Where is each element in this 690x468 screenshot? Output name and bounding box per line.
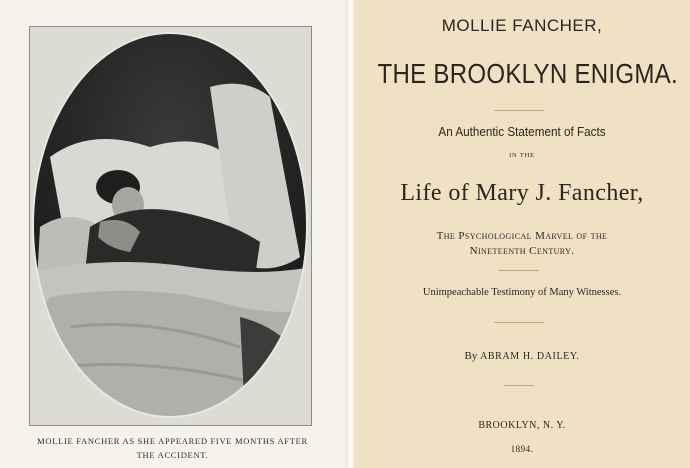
divider-rule-3 (494, 322, 544, 323)
photograph-image (30, 27, 311, 425)
title-page (354, 0, 690, 468)
photograph-plate (29, 26, 312, 426)
book-gutter (345, 0, 354, 468)
divider-rule-1 (494, 110, 544, 111)
photo-caption-line-2: THE ACCIDENT. (136, 450, 209, 460)
year-line: 1894. (510, 444, 534, 454)
photo-caption-line-1: MOLLIE FANCHER AS SHE APPEARED FIVE MONTHS AFTER (37, 436, 308, 446)
subtitle-line-2: IN THE (509, 152, 535, 159)
author-name: ABRAM H. DAILEY. (480, 351, 580, 362)
marvel-line-2: Nineteenth Century. (469, 245, 575, 257)
divider-rule-4 (504, 385, 534, 386)
divider-rule-2 (499, 270, 539, 271)
life-line: Life of Mary J. Fancher, (400, 180, 644, 206)
main-title: THE BROOKLYN ENIGMA. (377, 58, 678, 89)
author-prefix: By (464, 350, 478, 362)
name-line: MOLLIE FANCHER, (441, 16, 603, 35)
testimony-line: Unimpeachable Testimony of Many Witnesses. (422, 287, 622, 298)
place-line: BROOKLYN, N. Y. (478, 420, 566, 431)
marvel-line-1: The Psychological Marvel of the (436, 230, 608, 242)
subtitle-line-1: An Authentic Statement of Facts (438, 124, 606, 139)
author-line (354, 350, 690, 362)
